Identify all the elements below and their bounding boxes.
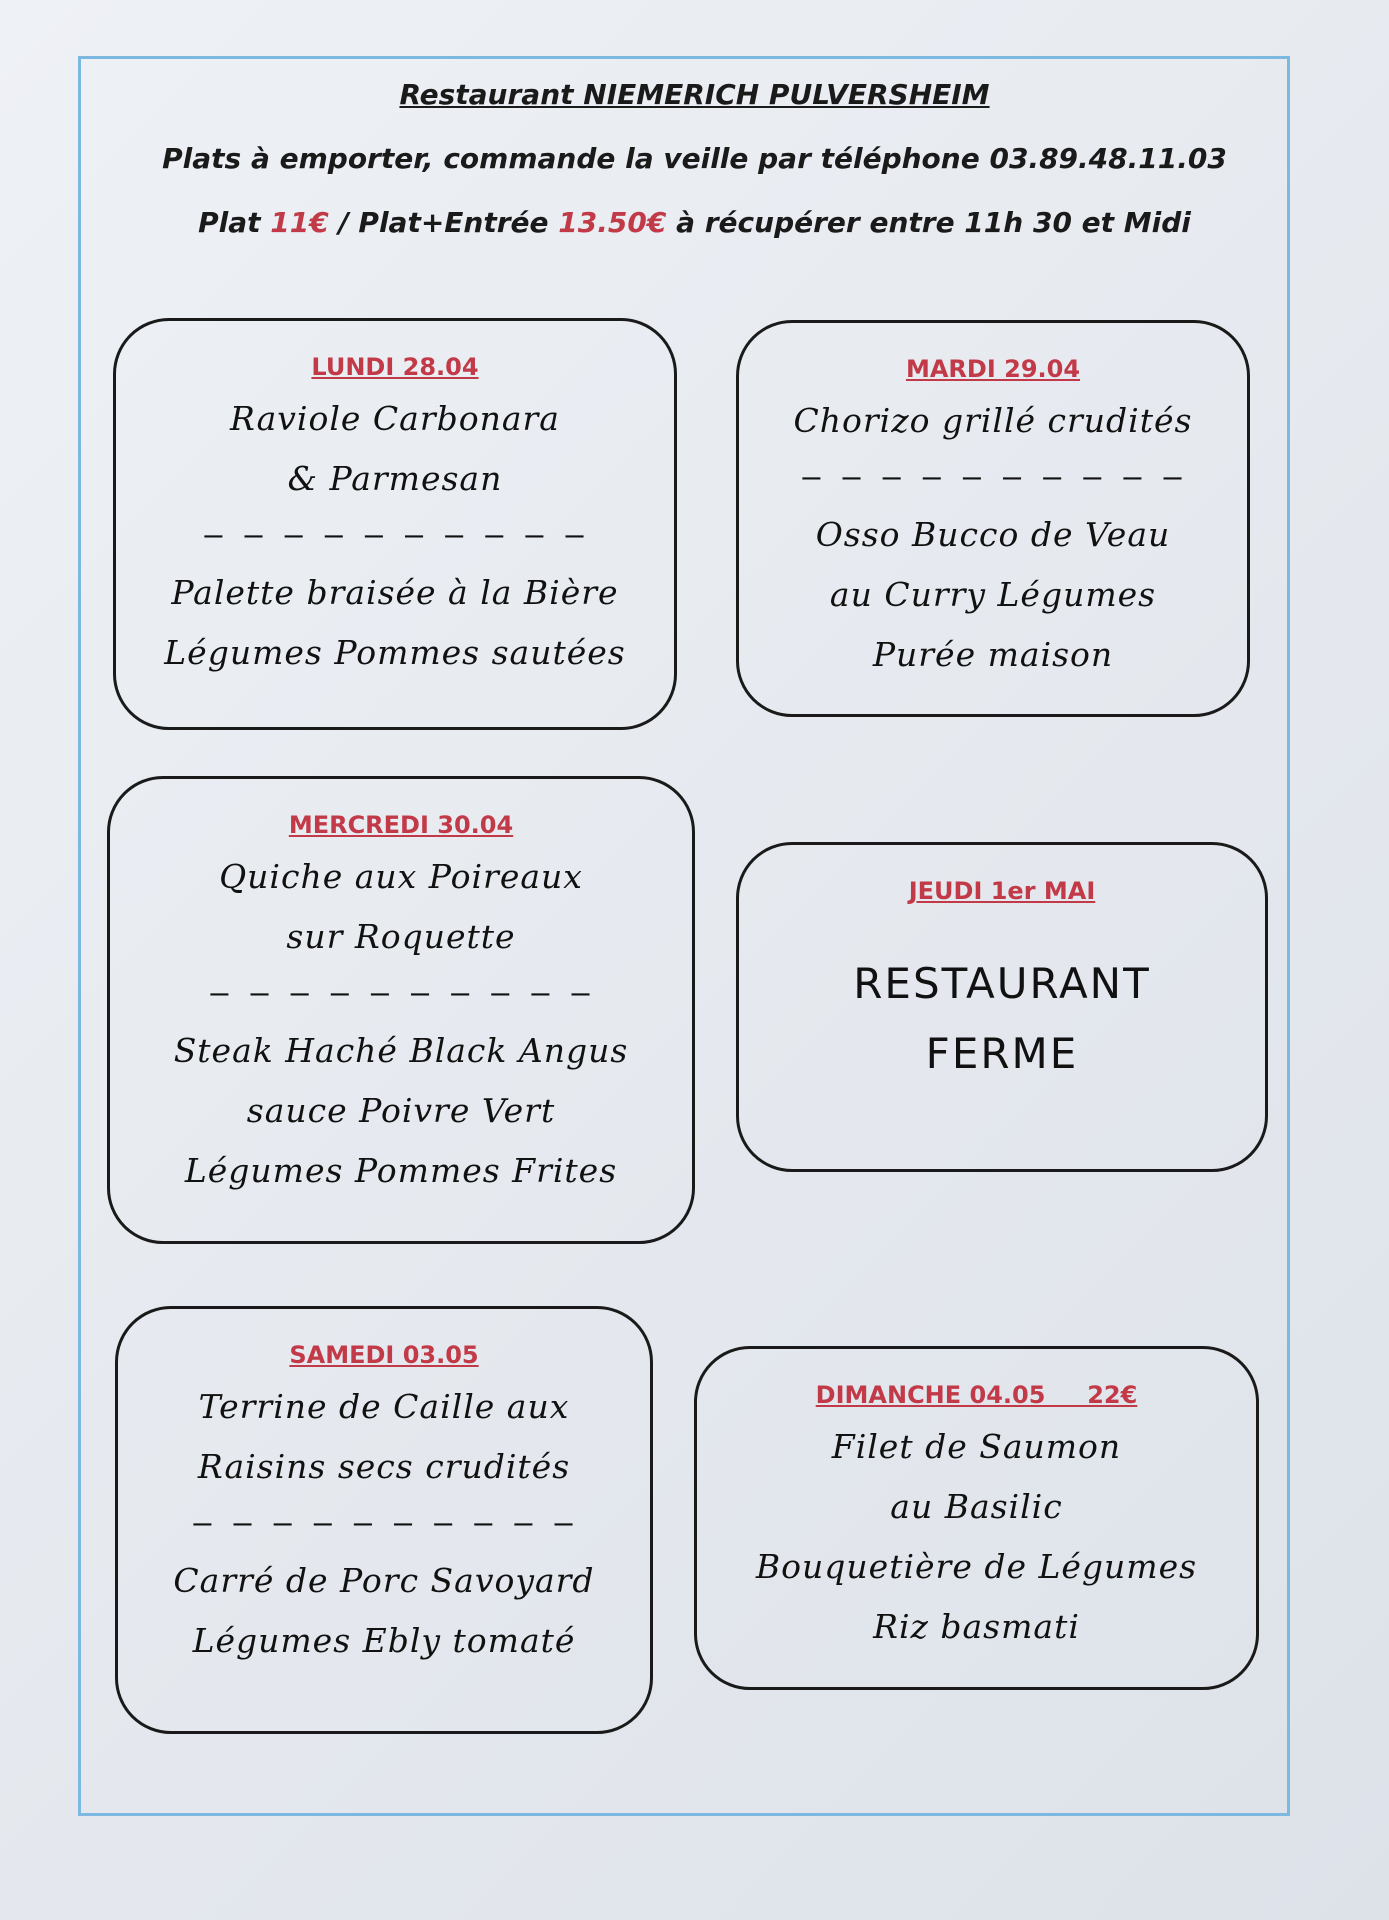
main-line: Légumes Ebly tomaté <box>192 1621 576 1660</box>
separator: — — — — — — — — — — <box>210 976 592 1011</box>
starter-line: & Parmesan <box>287 459 503 498</box>
main-line: Palette braisée à la Bière <box>171 573 619 612</box>
menu-card-mercredi <box>107 776 695 1244</box>
separator: — — — — — — — — — — <box>204 518 586 553</box>
price-info: Plat 11€ / Plat+Entrée 13.50€ à récupérer entre 11h 30 et Midi <box>198 206 1191 239</box>
main-line: Purée maison <box>872 635 1114 674</box>
starter-line: Chorizo grillé crudités <box>793 401 1193 440</box>
price-plat: 11€ <box>270 206 329 239</box>
menu-card-mardi <box>736 320 1250 717</box>
separator: — — — — — — — — — — <box>193 1506 575 1541</box>
menu-card-lundi <box>113 318 677 730</box>
day-label: JEUDI 1er MAI <box>908 877 1096 905</box>
main-line: Steak Haché Black Angus <box>173 1031 629 1070</box>
day-label: SAMEDI 03.05 <box>289 1341 479 1369</box>
starter-line: Terrine de Caille aux <box>198 1387 570 1426</box>
main-line: au Basilic <box>890 1487 1063 1526</box>
starter-line: Raviole Carbonara <box>230 399 560 438</box>
day-label: MARDI 29.04 <box>905 355 1081 383</box>
main-line: au Curry Légumes <box>829 575 1157 614</box>
order-info: Plats à emporter, commande la veille par téléphone 03.89.48.11.03 <box>162 142 1227 175</box>
closed-notice: FERME <box>925 1029 1079 1078</box>
main-line: Bouquetière de Légumes <box>755 1547 1198 1586</box>
day-label: LUNDI 28.04 <box>311 353 479 381</box>
day-label: MERCREDI 30.04 <box>288 811 514 839</box>
restaurant-title: Restaurant NIEMERICH PULVERSHEIM <box>399 78 990 111</box>
main-line: Légumes Pommes Frites <box>184 1151 618 1190</box>
starter-line: Raisins secs crudités <box>197 1447 571 1486</box>
price-plat-entree: 13.50€ <box>558 206 667 239</box>
day-label: DIMANCHE 04.05 22€ <box>815 1381 1138 1409</box>
main-line: Carré de Porc Savoyard <box>173 1561 595 1600</box>
menu-card-samedi <box>115 1306 653 1734</box>
menu-card-dimanche <box>694 1346 1259 1690</box>
closed-notice: RESTAURANT <box>853 959 1151 1008</box>
main-line: Légumes Pommes sautées <box>164 633 626 672</box>
starter-line: Quiche aux Poireaux <box>219 857 583 896</box>
main-line: Riz basmati <box>873 1607 1080 1646</box>
main-line: Filet de Saumon <box>831 1427 1122 1466</box>
main-line: sauce Poivre Vert <box>246 1091 556 1130</box>
separator: — — — — — — — — — — <box>802 460 1184 495</box>
main-line: Osso Bucco de Veau <box>815 515 1171 554</box>
starter-line: sur Roquette <box>286 917 516 956</box>
menu-card-jeudi <box>736 842 1268 1172</box>
